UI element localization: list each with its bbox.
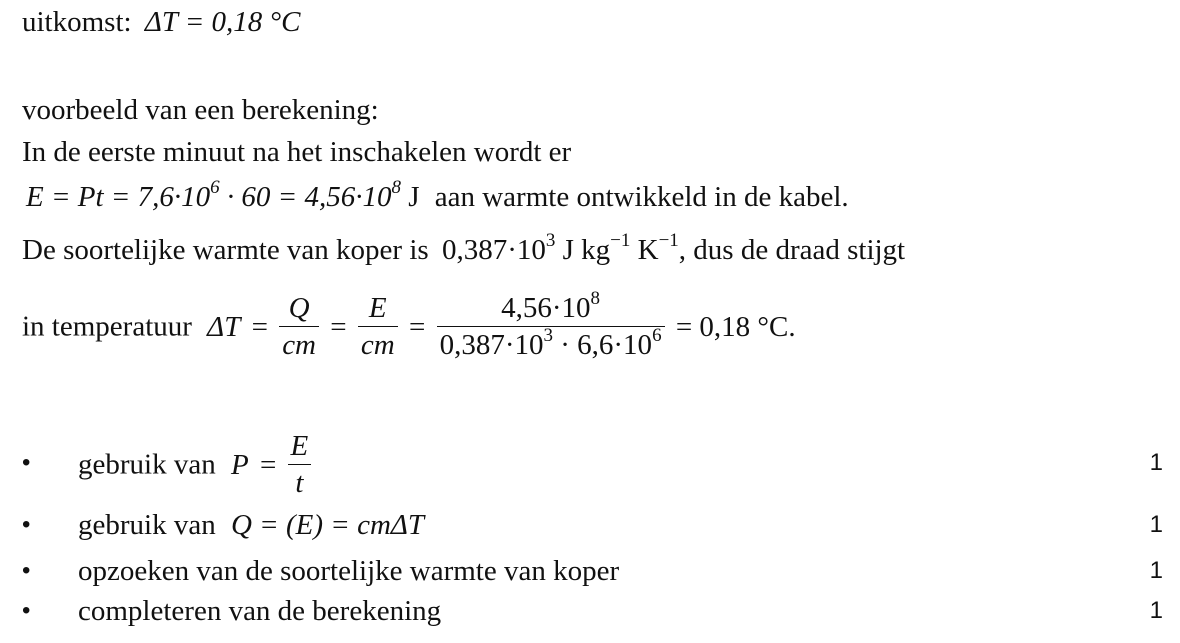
criterion-bullet: • — [22, 557, 31, 584]
energy-formula: $E = Pt = 7,6\cdot 10^6 \cdot 60 = 4,56\cdot 10^8$ J — [26, 177, 420, 213]
equals-sign: = — [330, 310, 347, 343]
temperature-line — [22, 290, 796, 363]
delta-t: ΔT — [207, 310, 241, 343]
equals-sign: = — [251, 310, 268, 343]
criterion-3: opzoeken van de soortelijke warmte van koper — [78, 555, 620, 587]
criterion-score: 1 — [1149, 511, 1163, 538]
specific-heat-value: $0,387\cdot 10^3$ J $kg^{-1}$ $K^{-1}$ — [441, 230, 679, 266]
specific-heat-intro: De soortelijke warmte van koper is — [22, 234, 429, 266]
temperature-intro: in temperatuur — [22, 310, 192, 343]
fraction-e-over-cm: $\frac{E}{cm}$ — [358, 290, 398, 363]
specific-heat-line — [22, 230, 906, 267]
criterion-bullet: • — [22, 511, 31, 538]
equals-sign: = — [408, 310, 426, 343]
result-label: uitkomst: — [22, 6, 132, 38]
example-heading: voorbeeld van een berekening: — [22, 94, 379, 126]
fraction-q-over-cm: $\frac{Q}{cm}$ — [279, 290, 319, 363]
energy-line-text: aan warmte ontwikkeld in de kabel. — [434, 181, 849, 213]
criterion-bullet: • — [22, 449, 31, 476]
final-value: = 0,18 °C. — [675, 310, 796, 343]
result-formula: ΔT = 0,18 °C — [144, 6, 301, 38]
fraction-e-over-t: $\frac{E}{t}$ — [288, 428, 312, 501]
example-line-1: In de eerste minuut na het inschakelen wordt er — [22, 136, 572, 168]
criterion-bullet: • — [22, 597, 31, 624]
result-line — [22, 5, 300, 39]
fraction-numeric: $\frac{4,56\cdot 10^8}{0,387\cdot 10^3 \cdot 6,6\cdot 10^6}$ — [437, 290, 665, 363]
criterion-2: gebruik van Q = (E) = cmΔT — [78, 509, 425, 541]
energy-line — [26, 177, 849, 214]
criterion-score: 1 — [1149, 597, 1163, 624]
criterion-score: 1 — [1149, 557, 1163, 584]
specific-heat-end: , dus de draad stijgt — [678, 234, 906, 266]
criterion-score: 1 — [1149, 449, 1163, 476]
criterion-4: completeren van de berekening — [78, 595, 442, 627]
criterion-1: gebruik van P = $\frac{E}{t}$ — [78, 428, 311, 501]
